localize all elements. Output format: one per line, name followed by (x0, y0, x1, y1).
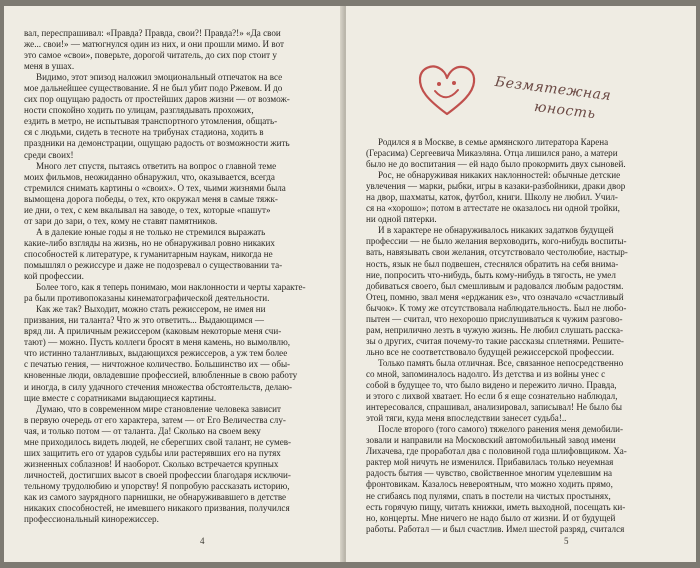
paragraph: Рос, не обнаруживая никаких наклонностей: обычные детские увлечения — марки, рыбки, игры в казаки-разбойники, драки двор на двор, шахматы, каток, футбол, книги. Школу не любил. Учил- ся на «хорошо»; потом в аттестате не оказалось ни одной тройки, ни одной пятерки. (366, 170, 626, 225)
paragraph: Родился я в Москве, в семье армянского литератора Карена (Герасима) Сергеевича Микаэляна. Отца лишился рано, а матери было не до воспитания — ей надо было прокормить двух сыновей. (366, 137, 626, 170)
paragraph: Более того, как я теперь понимаю, мои наклонности и черты характе- ра были противопоказаны кинематографической деятельности. (24, 282, 306, 304)
paragraph: Только память была отличная. Все, связанное непосредственно со мной, запоминалось надолго. Из детства и из войны унес с собой в будущее то, что было видено и пережито лично. Правда, и этого с лихвой хватает. Но если б я еще сознательно наблюдал, интересовался, спрашивал, анализировал, записывал! Не было бы этой тяги, куда меня впоследствии занесет судьба!.. (366, 357, 624, 424)
paragraph: А в далекие юные годы я не только не стремился выражать какие-либо взгляды на жизнь, но не обнаруживал ровно никаких способностей к литературе, к гуманитарным наукам, никогда не помышлял о режиссуре и даже не подозревал о существовании та- кой профессии. (24, 226, 283, 282)
paragraph: Много лет спустя, пытаясь ответить на вопрос о главной теме моих фильмов, неожиданно обнаружил, что, оказывается, всегда стремился снимать картины о «своих». О тех, чьими жизнями была вымощена дорога победы, о тех, кто окружал меня в самые тяжк- ие дни, о тех, с кем вкалывал на заводе, о тех, которые «пашут» от зари до зари, о тех, кому не ставят памятников. (24, 160, 286, 226)
chapter-body (366, 137, 680, 535)
right-page (346, 6, 696, 562)
paragraph: Думаю, что в современном мире становление человека зависит в первую очередь от его характера, затем — от Его Величества слу- чая, и только потом — от таланта. Да! Сколько на своем веку мне приходилось видеть людей, не сберегших свой талант, не сумев- ших защитить его от ударов судьбы или растерявших его на путях жизненных соблазнов! И наоборот. Сколько встречается крупных личностей, достигших высот в своей профессии благодаря исключи- тельному трудолюбию и упорству! Я попробую рассказать историю, как из самого заурядного парнишки, не обнаруживавшего в детстве никаких способностей, не имевшего никакого призвания, получился профессиональный кинорежиссер. (24, 403, 292, 525)
paragraph: вал, переспрашивал: «Правда? Правда, свои?! Правда?!» «Да свои же... свои!» — матюгнулся один из них, и они прошли мимо. И вот это самое «свои», поверьте, дорогой читатель, до сих пор стоит у меня в ушах. (24, 28, 284, 72)
chapter-title (492, 74, 612, 124)
paragraph: Видимо, этот эпизод наложил эмоциональный отпечаток на все мое дальнейшее существование. Я не был убит подо Ржевом. И до сих пор ощущаю радость от простейших даров жизни — от возмож- ности спокойно ходить по улицам, разглядывать прохожих, ездить в метро, не испытывая транспортного утомления, общать- ся с людьми, сидеть в тесноте на трибунах стадиона, ходить в праздники на демонстрации, ощущаю радость от возможности жить среди своих! (24, 72, 290, 160)
chapter-title-line: Безмятежная (494, 74, 613, 105)
smiling-heart-icon (416, 62, 478, 118)
paragraph: Как же так? Выходит, можно стать режиссером, не имея ни призвания, ни таланта? Что ж это ответить... Выдающимся — вряд ли. А приличным режиссером (каковым некоторые меня счи- тают) — можно. Пусть коллеги бросят в меня камень, но вымолвлю, что истинно талантливых, выдающихся режиссеров, а уж тем более с печатью гения, — ничтожное количество. Большинство их — обы- кновенные люди, овладевшие профессией, влюбленные в свою работу и иногда, в силу удачного стечения множества обстоятельств, делаю- щие вместе с соратниками выдающиеся картины. (24, 304, 298, 403)
paragraph: И в характере не обнаруживалось никаких задатков будущей профессии — не было желания верховодить, кого-нибудь воспиты- вать, навязывать свои желания, отсутствовало честолюбие, настыр- ность, язык не был подвешен, стеснялся обратить на себя внима- ние, попросить что-нибудь, быть кому-нибудь в тягость, не умел добиваться своего, был смешливым и радовался любым радостям. Отец, помню, звал меня «ерджаник ез», что означало «счастливый бычок». К тому же отсутствовала наблюдательность. Был не любо- пытен — считал, что нехорошо прислушиваться к чужим разгово- рам, неприлично лезть в чужую жизнь. Не любил слушать расска- зы о других, считая почему-то такие рассказы сплетнями. Решите- льно все не соответствовало будущей режиссерской профессии. (366, 225, 628, 357)
page-number: 5 (564, 536, 569, 546)
chapter-title-line: юность (533, 98, 597, 123)
page-number: 4 (200, 536, 205, 546)
left-page (4, 6, 344, 562)
paragraph: После второго (того самого) тяжелого ранения меня демобили- зовали и направили на Московский автомобильный завод имени Лихачева, где проработал два с половиной года шлифовщиком. Ха- рактер мой ничуть не изменился. Прибавилась только неуемная радость бытия — чувство, свойственное многим уцелевшим на фронтовикам. Казалось невероятным, что можно ходить прямо, не сгибаясь под пулями, спать в постели на чистых простынях, есть горячую пищу, читать книжки, иметь выходной, посещать ки- но, концерты. Мне ничего не надо было от жизни. И от будущей работы. Работал — и был счастлив. Имел шестой разряд, считался (366, 424, 627, 534)
